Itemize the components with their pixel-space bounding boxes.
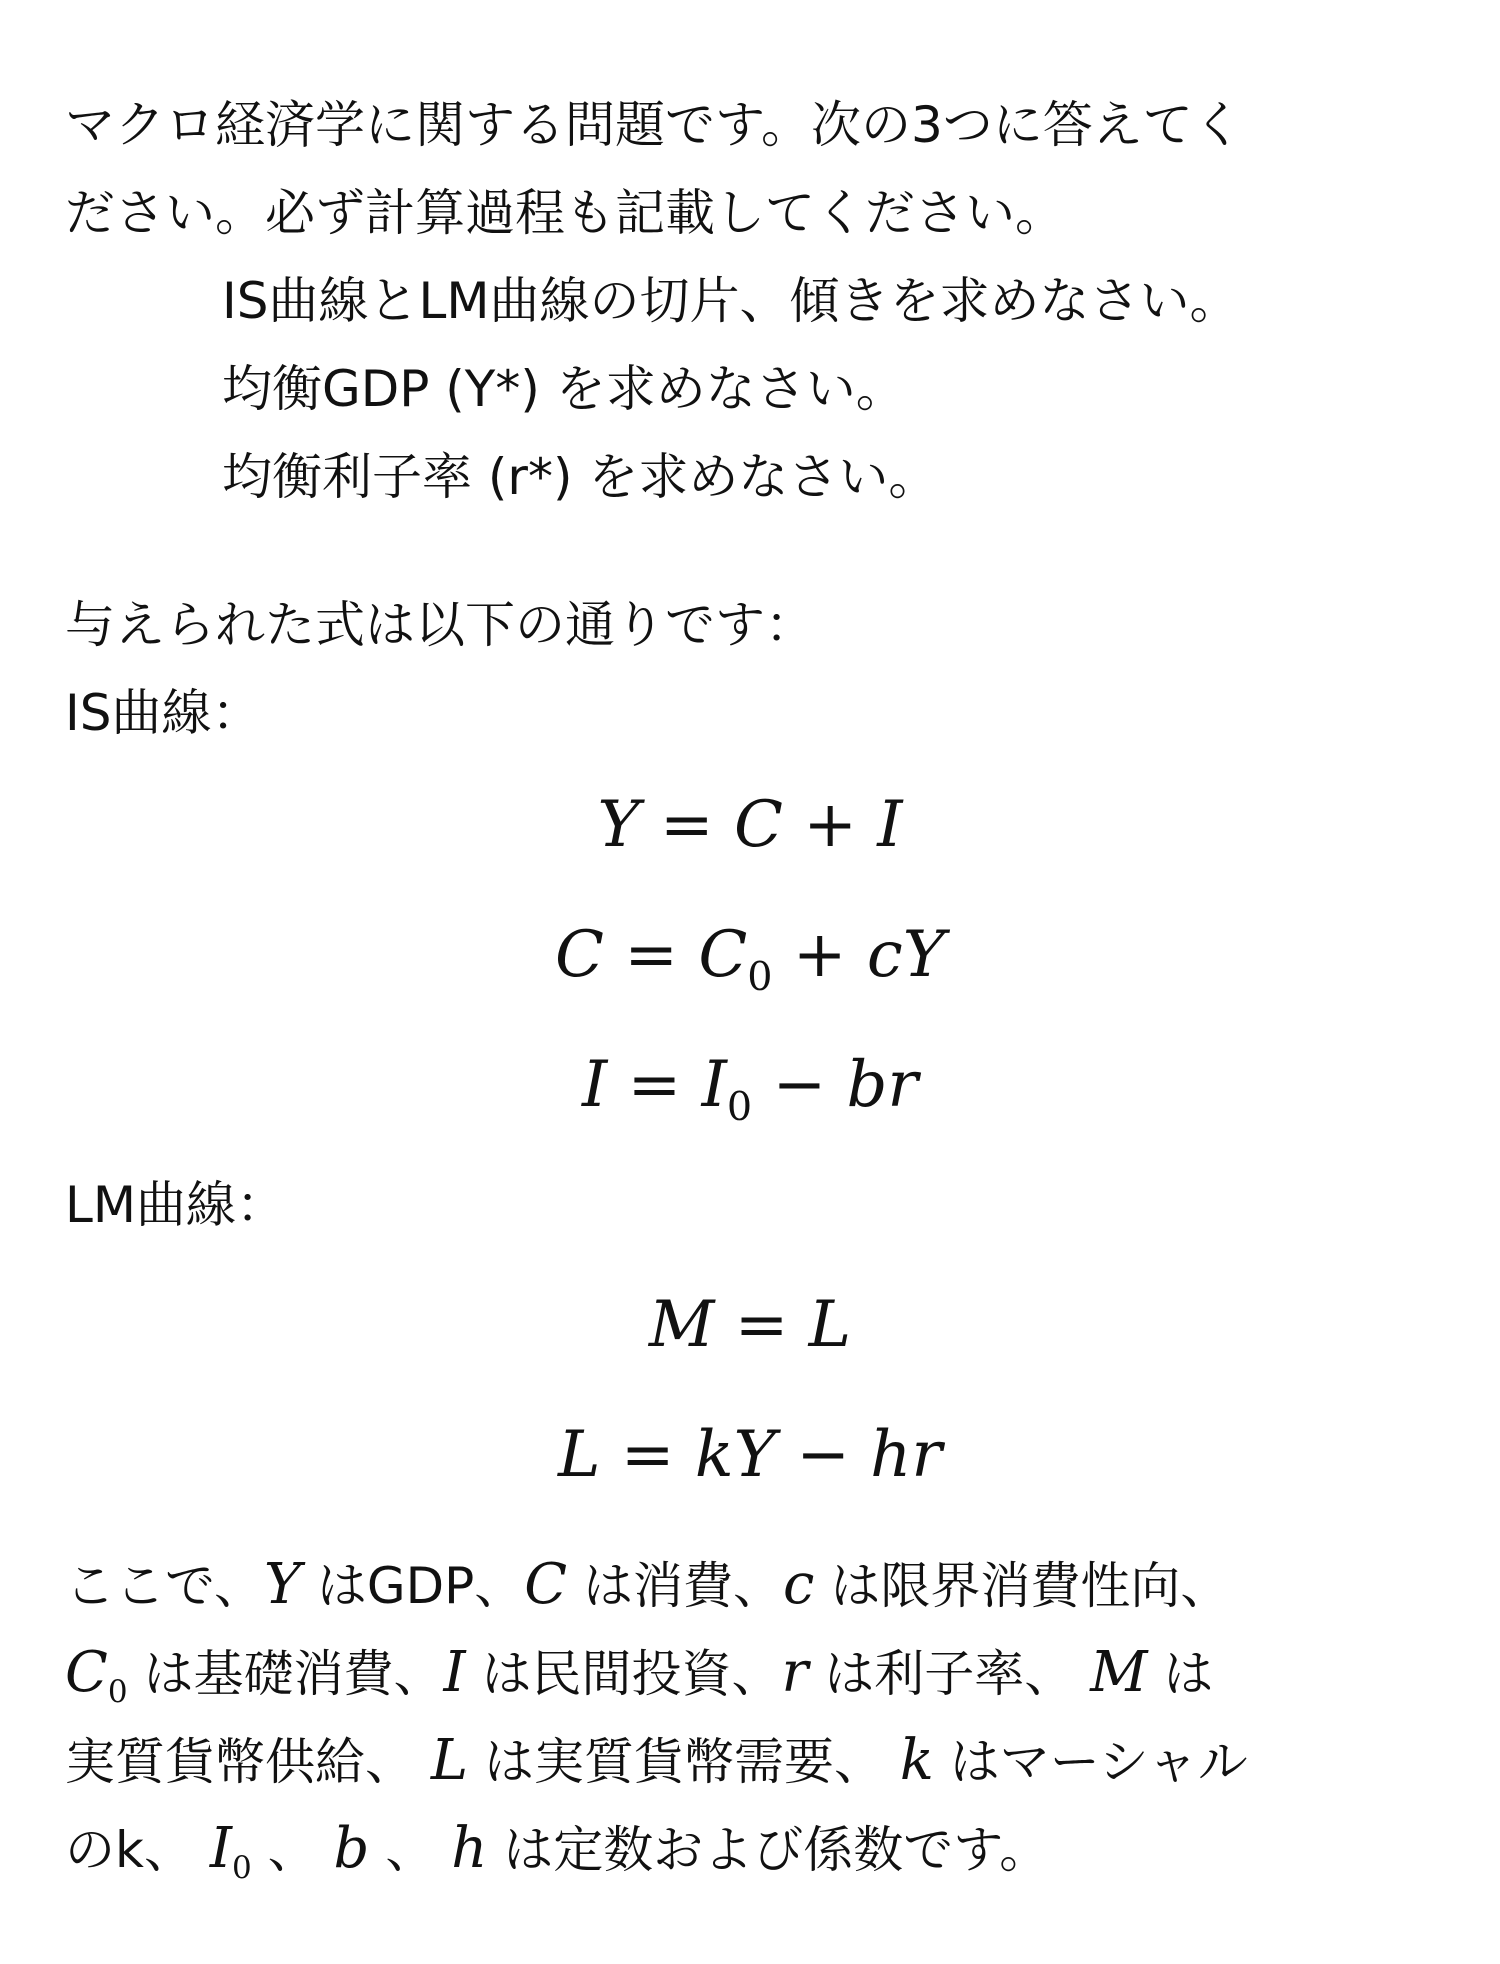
def-text: はマーシャル: [949, 1733, 1248, 1791]
question-3: 均衡利子率 (r*) を求めなさい。: [222, 448, 939, 506]
eq-rhs-tail: + cY: [792, 918, 945, 992]
eq-subscript: 0: [747, 953, 773, 1000]
eq-lhs: M: [648, 1288, 715, 1362]
equation-is-1: [0, 780, 1500, 870]
def-text: 実質貨幣供給、: [65, 1733, 415, 1791]
given-label: 与えられた式は以下の通りです：: [65, 596, 815, 654]
var-C0: C: [65, 1640, 108, 1705]
def-text: は消費、: [583, 1557, 784, 1615]
eq-subscript: 0: [726, 1083, 753, 1130]
def-text: は: [1163, 1645, 1214, 1703]
var-c: c: [783, 1552, 815, 1617]
def-text: 、: [385, 1821, 436, 1879]
var-I0-subscript: 0: [232, 1849, 252, 1886]
eq-op: =: [734, 1288, 789, 1362]
eq-lhs: C: [555, 918, 605, 992]
def-text: ここで、: [65, 1557, 264, 1615]
def-text: 、: [267, 1821, 318, 1879]
def-text: は利子率、: [824, 1645, 1075, 1703]
def-text: は実質貨幣需要、: [484, 1733, 884, 1791]
lm-label: LM曲線：: [65, 1176, 286, 1234]
equation-lm-1: [0, 1280, 1500, 1370]
definitions-line-4: [65, 1804, 1440, 1913]
def-text: は定数および係数です。: [503, 1821, 1050, 1879]
var-r: r: [781, 1640, 809, 1705]
eq-rhs: C + I: [734, 788, 903, 862]
eq-op: =: [627, 1048, 682, 1122]
var-C: C: [524, 1552, 568, 1617]
var-L: L: [430, 1728, 469, 1793]
question-2: 均衡GDP (Y*) を求めなさい。: [222, 360, 906, 418]
eq-rhs: kY − hr: [694, 1418, 942, 1492]
def-text: は民間投資、: [481, 1645, 782, 1703]
var-C0-subscript: 0: [107, 1673, 128, 1710]
definitions-line-3: [65, 1716, 1440, 1807]
eq-op: =: [660, 788, 714, 862]
def-text: は基礎消費、: [143, 1645, 444, 1703]
var-h: h: [451, 1816, 488, 1881]
var-Y: Y: [264, 1552, 301, 1617]
var-M: M: [1090, 1640, 1148, 1705]
eq-rhs-main: I: [701, 1048, 727, 1122]
equation-is-3: [0, 1040, 1500, 1152]
is-label: IS曲線：: [65, 684, 262, 742]
question-1: IS曲線とLM曲線の切片、傾きを求めなさい。: [222, 272, 1240, 330]
var-b: b: [333, 1816, 370, 1881]
eq-rhs-main: C: [698, 918, 748, 992]
equation-is-2: [0, 910, 1500, 1022]
eq-rhs: L: [808, 1288, 852, 1362]
eq-lhs: L: [558, 1418, 601, 1492]
var-I: I: [443, 1640, 466, 1705]
equation-lm-2: [0, 1410, 1500, 1500]
intro-line-2: ださい。必ず計算過程も記載してください。: [65, 184, 1065, 242]
eq-lhs: I: [582, 1048, 608, 1122]
var-I0: I: [209, 1816, 232, 1881]
eq-rhs-tail: − br: [772, 1048, 918, 1122]
definitions-line-1: [65, 1540, 1440, 1631]
eq-lhs: Y: [597, 788, 640, 862]
def-text: のk、: [65, 1821, 194, 1879]
intro-line-1: マクロ経済学に関する問題です。次の3つに答えてく: [65, 96, 1243, 154]
var-k: k: [899, 1728, 934, 1793]
eq-op: =: [624, 918, 678, 992]
def-text: は限界消費性向、: [830, 1557, 1231, 1615]
eq-op: =: [620, 1418, 675, 1492]
def-text: はGDP、: [316, 1557, 525, 1615]
